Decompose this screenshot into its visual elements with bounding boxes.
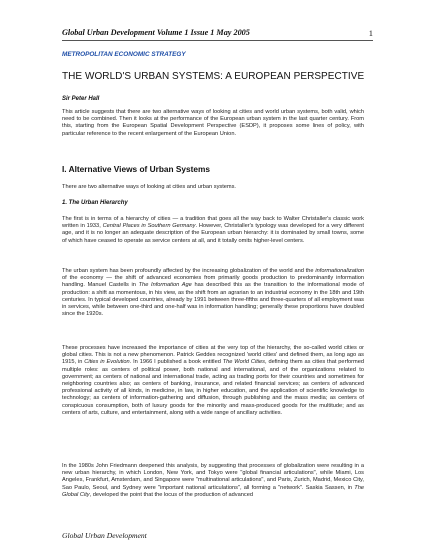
author-name: Sir Peter Hall (62, 96, 100, 102)
intro-paragraph: There are two alternative ways of looking at cities and urban systems. (62, 184, 237, 190)
book-title: Cities in Evolution (84, 359, 130, 366)
paragraph-3: These processes have increased the importance of cities at the very top of the hierarchy, the so-called world cities or global cities. This is not a new phenomenon. Patrick Geddes recognized 'world cities' and defined them, as long ago as 1915, in Cities in Evolution. In 1966 I published a book entitled The World Cities, defining them as cities that performed multiple roles: as centers of political power, both national and international, and of the organizations related to government; as centers of national and international trade, acting as trading ports for their countries and sometimes for neighboring countries also; as centers of banking, insurance, and related financial services; as centers of advanced professional activity of all kinds, in medicine, in law, in higher education, and the application of scientific knowledge to technology; as centers of information-gathering and diffusion, through publishing and the mass media; as centers of conspicuous consumption, both of luxury goods for the minority and mass-produced goods for the multitude; and as centers of arts, culture, and entertainment, along with a wide range of ancillary activities. (62, 345, 364, 416)
abstract-paragraph: This article suggests that there are two alternative ways of looking at cities and world urban systems, both valid, which need to be combined. Then it looks at the performance of the European urban system in the last quarter century. From this, starting from the European Spatial Development Perspective (ESDP), it proposes some lines of policy, with particular reference to the recent enlargement of the European Union. (62, 109, 364, 137)
paragraph-4: In the 1980s John Friedmann deepened this analysis, by suggesting that processes of globalization were resulting in a new urban hierarchy, in which London, New York, and Tokyo were "global financial articulations", while Miami, Los Angeles, Frankfurt, Amsterdam, and Singapore were "multinational articulations", and Paris, Zurich, Madrid, Mexico City, Sao Paulo, Seoul, and Sydney were "important national articulations", all forming a "network". Saskia Sassen, in The Global City, developed the point that the locus of the production of advanced (62, 463, 364, 498)
article-title: THE WORLD'S URBAN SYSTEMS: A EUROPEAN PERSPECTIVE (62, 71, 365, 82)
running-header (62, 28, 373, 41)
running-footer: Global Urban Development (62, 531, 147, 540)
section-label: METROPOLITAN ECONOMIC STRATEGY (62, 51, 186, 58)
subsection-heading: 1. The Urban Hierarchy (62, 200, 128, 206)
book-title: Central Places in Southern Germany (102, 223, 196, 230)
book-title: The World Cities (222, 359, 266, 366)
page-number: 1 (368, 28, 373, 38)
paragraph-2: The urban system has been profoundly affected by the increasing globalization of the world and the informationalization of the economy — the shift of advanced economies from primarily goods production to predominantly information handling. Manuel Castells in The Information Age has described this as the transition to the informational mode of production: a shift as momentous, in his view, as the shift from an agrarian to an industrial economy in the 18th and 19th centuries. In typical developed countries, already by 1991 between three-fifths and three-quarters of all employment was in services, while between one-third and one-half was in information handling; generally these proportions have doubled since the 1920s. (62, 268, 364, 318)
paragraph-1: The first is in terms of a hierarchy of cities — a tradition that goes all the way back to Walter Christaller's classic work written in 1933, Central Places in Southern Germany. However, Christaller's typology was developed for a very different age, and it is no longer an adequate description of the European urban hierarchy: it is dominated by small towns, some of which have ceased to operate as service centers at all, and it totally omits higher-level centers. (62, 216, 364, 244)
section-heading: I. Alternative Views of Urban Systems (62, 164, 211, 174)
book-title: The Global City (62, 484, 364, 498)
term-emphasis: informationalization (315, 268, 364, 274)
book-title: The Information Age (138, 282, 192, 289)
journal-title: Global Urban Development Volume 1 Issue 1 May 2005 (62, 28, 250, 37)
